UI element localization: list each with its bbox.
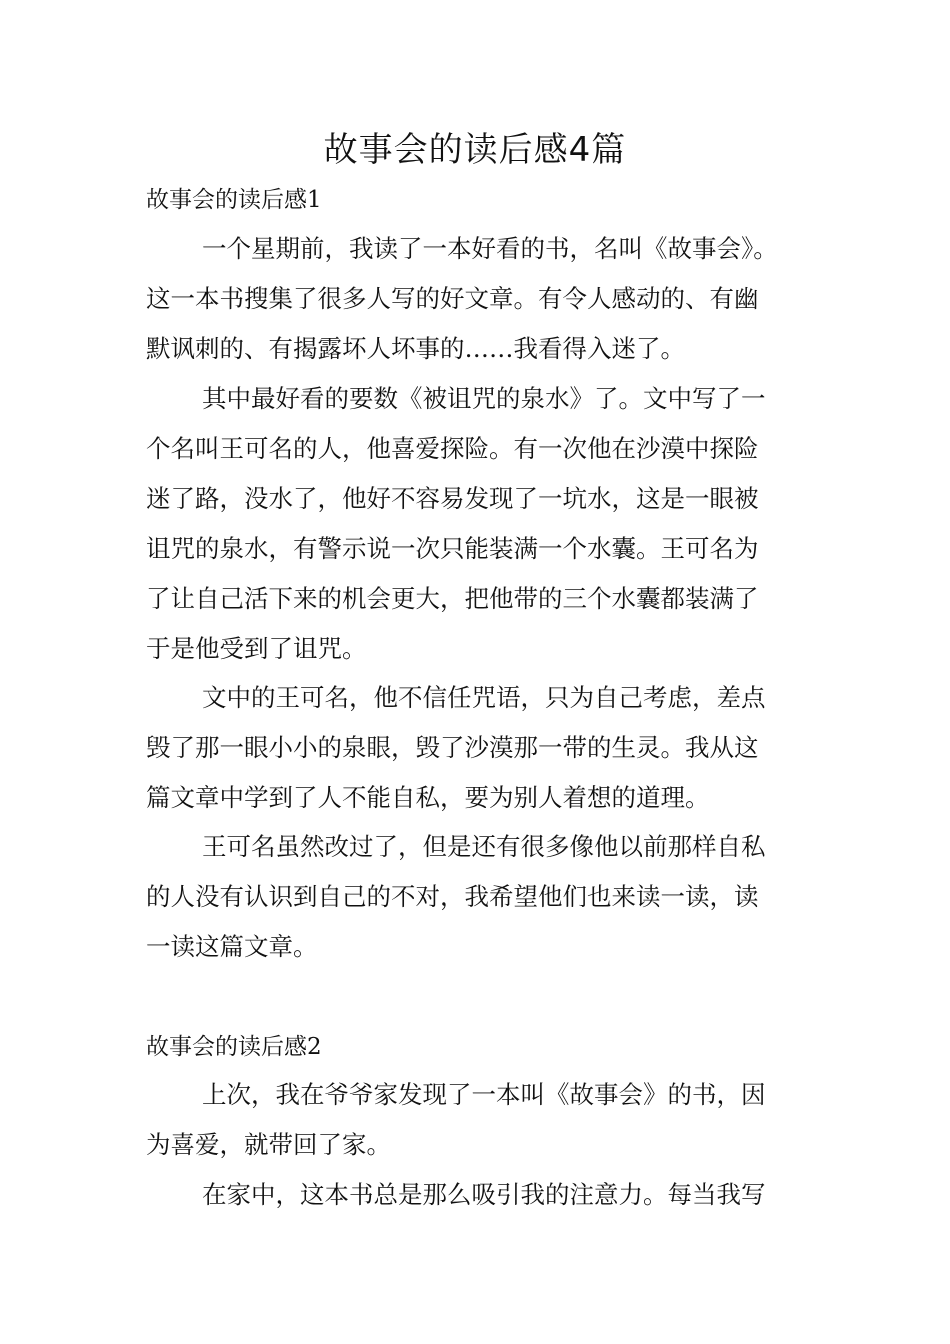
section-heading-1: 故事会的读后感1 (146, 187, 322, 213)
text-line: 默讽刺的、有揭露坏人坏事的……我看得入迷了。 (146, 334, 685, 363)
section-heading-2: 故事会的读后感2 (146, 1034, 322, 1060)
text-line: 了让自己活下来的机会更大，把他带的三个水囊都装满了 (146, 584, 759, 613)
paragraph-2-1 (146, 1070, 826, 1170)
text-line: 文中的王可名，他不信任咒语，只为自己考虑，差点 (202, 683, 766, 712)
paragraph-2-2 (146, 1170, 826, 1220)
text-line: 在家中，这本书总是那么吸引我的注意力。每当我写 (202, 1180, 766, 1209)
paragraph-1-4 (146, 822, 826, 972)
text-line: 于是他受到了诅咒。 (146, 634, 367, 663)
text-line: 其中最好看的要数《被诅咒的泉水》了。文中写了一 (202, 384, 766, 413)
text-line: 上次，我在爷爷家发现了一本叫《故事会》的书，因 (202, 1080, 766, 1109)
text-line: 这一本书搜集了很多人写的好文章。有令人感动的、有幽 (146, 284, 759, 313)
paragraph-1-1 (146, 224, 826, 374)
paragraph-1-2 (146, 374, 826, 674)
text-line: 毁了那一眼小小的泉眼，毁了沙漠那一带的生灵。我从这 (146, 733, 759, 762)
text-line: 的人没有认识到自己的不对，我希望他们也来读一读，读 (146, 882, 759, 911)
text-line: 篇文章中学到了人不能自私，要为别人着想的道理。 (146, 783, 710, 812)
text-line: 诅咒的泉水，有警示说一次只能装满一个水囊。王可名为 (146, 534, 759, 563)
text-line: 王可名虽然改过了，但是还有很多像他以前那样自私 (202, 832, 766, 861)
text-line: 个名叫王可名的人，他喜爱探险。有一次他在沙漠中探险 (146, 434, 759, 463)
paragraph-1-3 (146, 673, 826, 823)
text-line: 迷了路，没水了，他好不容易发现了一坑水，这是一眼被 (146, 484, 759, 513)
text-line: 为喜爱，就带回了家。 (146, 1130, 391, 1159)
document-title: 故事会的读后感4篇 (323, 130, 627, 170)
text-line: 一读这篇文章。 (146, 932, 318, 961)
text-line: 一个星期前，我读了一本好看的书，名叫《故事会》。 (202, 234, 778, 263)
